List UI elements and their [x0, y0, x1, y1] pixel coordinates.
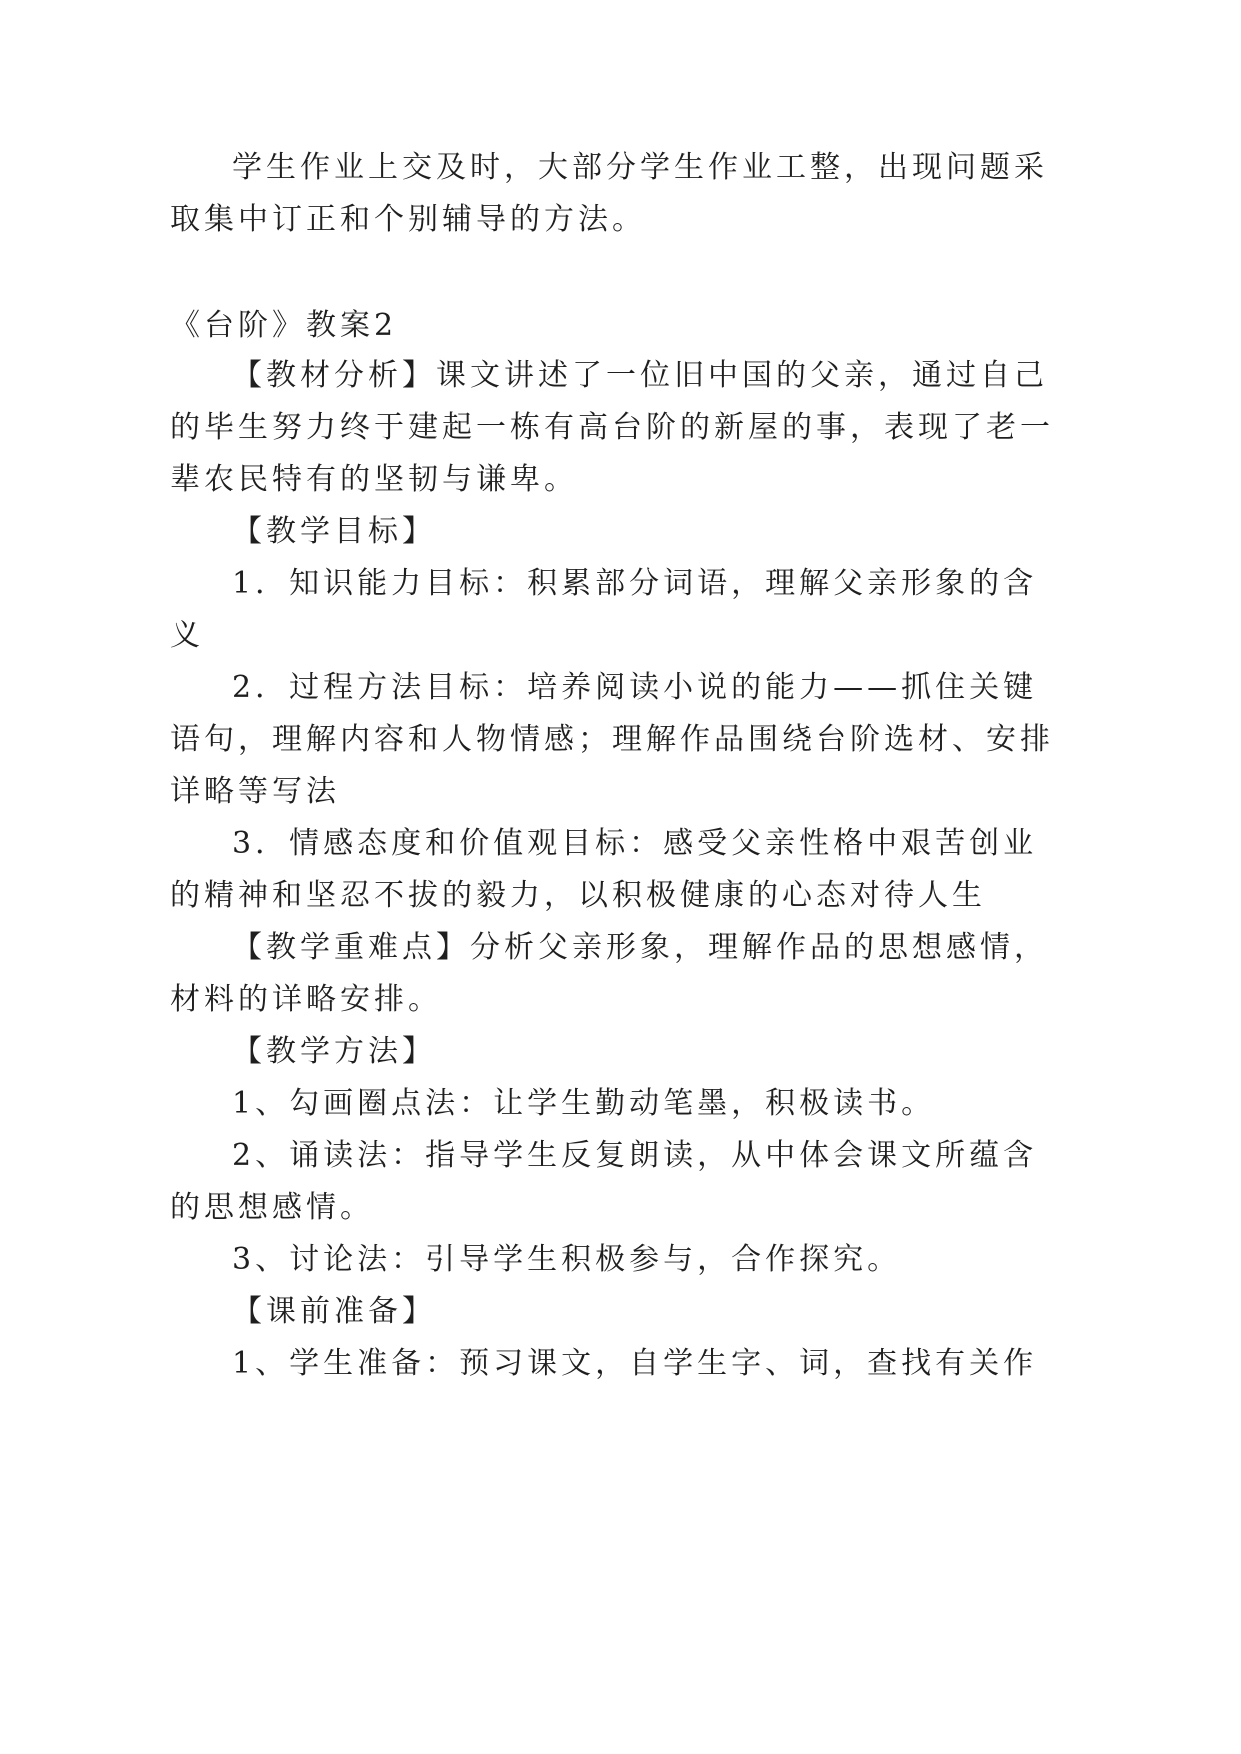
method-2-line-2: 的思想感情。 [170, 1190, 374, 1225]
paragraph-homework-line-1: 学生作业上交及时，大部分学生作业工整，出现问题采 [232, 150, 1048, 185]
paragraph-analysis-line-2: 的毕生努力终于建起一栋有高台阶的新屋的事，表现了老一 [170, 410, 1054, 445]
goal-1-line-2: 义 [170, 618, 204, 653]
section-title: 《台阶》教案2 [170, 308, 398, 343]
heading-teaching-methods: 【教学方法】 [232, 1034, 436, 1069]
key-points-line-2: 材料的详略安排。 [170, 982, 442, 1017]
heading-preparation: 【课前准备】 [232, 1294, 436, 1329]
goal-3-line-2: 的精神和坚忍不拔的毅力，以积极健康的心态对待人生 [170, 878, 986, 913]
method-3: 3、讨论法：引导学生积极参与，合作探究。 [232, 1242, 902, 1277]
key-points-line-1: 【教学重难点】分析父亲形象，理解作品的思想感情， [232, 930, 1048, 965]
goal-2-line-2: 语句，理解内容和人物情感；理解作品围绕台阶选材、安排 [170, 722, 1054, 757]
goal-3-line-1: 3．情感态度和价值观目标：感受父亲性格中艰苦创业 [232, 826, 1038, 861]
preparation-1: 1、学生准备：预习课文，自学生字、词，查找有关作 [232, 1346, 1038, 1381]
paragraph-analysis-line-1: 【教材分析】课文讲述了一位旧中国的父亲，通过自己 [232, 358, 1048, 393]
paragraph-homework-line-2: 取集中订正和个别辅导的方法。 [170, 202, 646, 237]
paragraph-analysis-line-3: 辈农民特有的坚韧与谦卑。 [170, 462, 578, 497]
goal-2-line-1: 2．过程方法目标：培养阅读小说的能力——抓住关键 [232, 670, 1038, 705]
goal-1-line-1: 1．知识能力目标：积累部分词语，理解父亲形象的含 [232, 566, 1038, 601]
method-2-line-1: 2、诵读法：指导学生反复朗读，从中体会课文所蕴含 [232, 1138, 1038, 1173]
heading-teaching-goals: 【教学目标】 [232, 514, 436, 549]
goal-2-line-3: 详略等写法 [170, 774, 340, 809]
method-1: 1、勾画圈点法：让学生勤动笔墨，积极读书。 [232, 1086, 936, 1121]
